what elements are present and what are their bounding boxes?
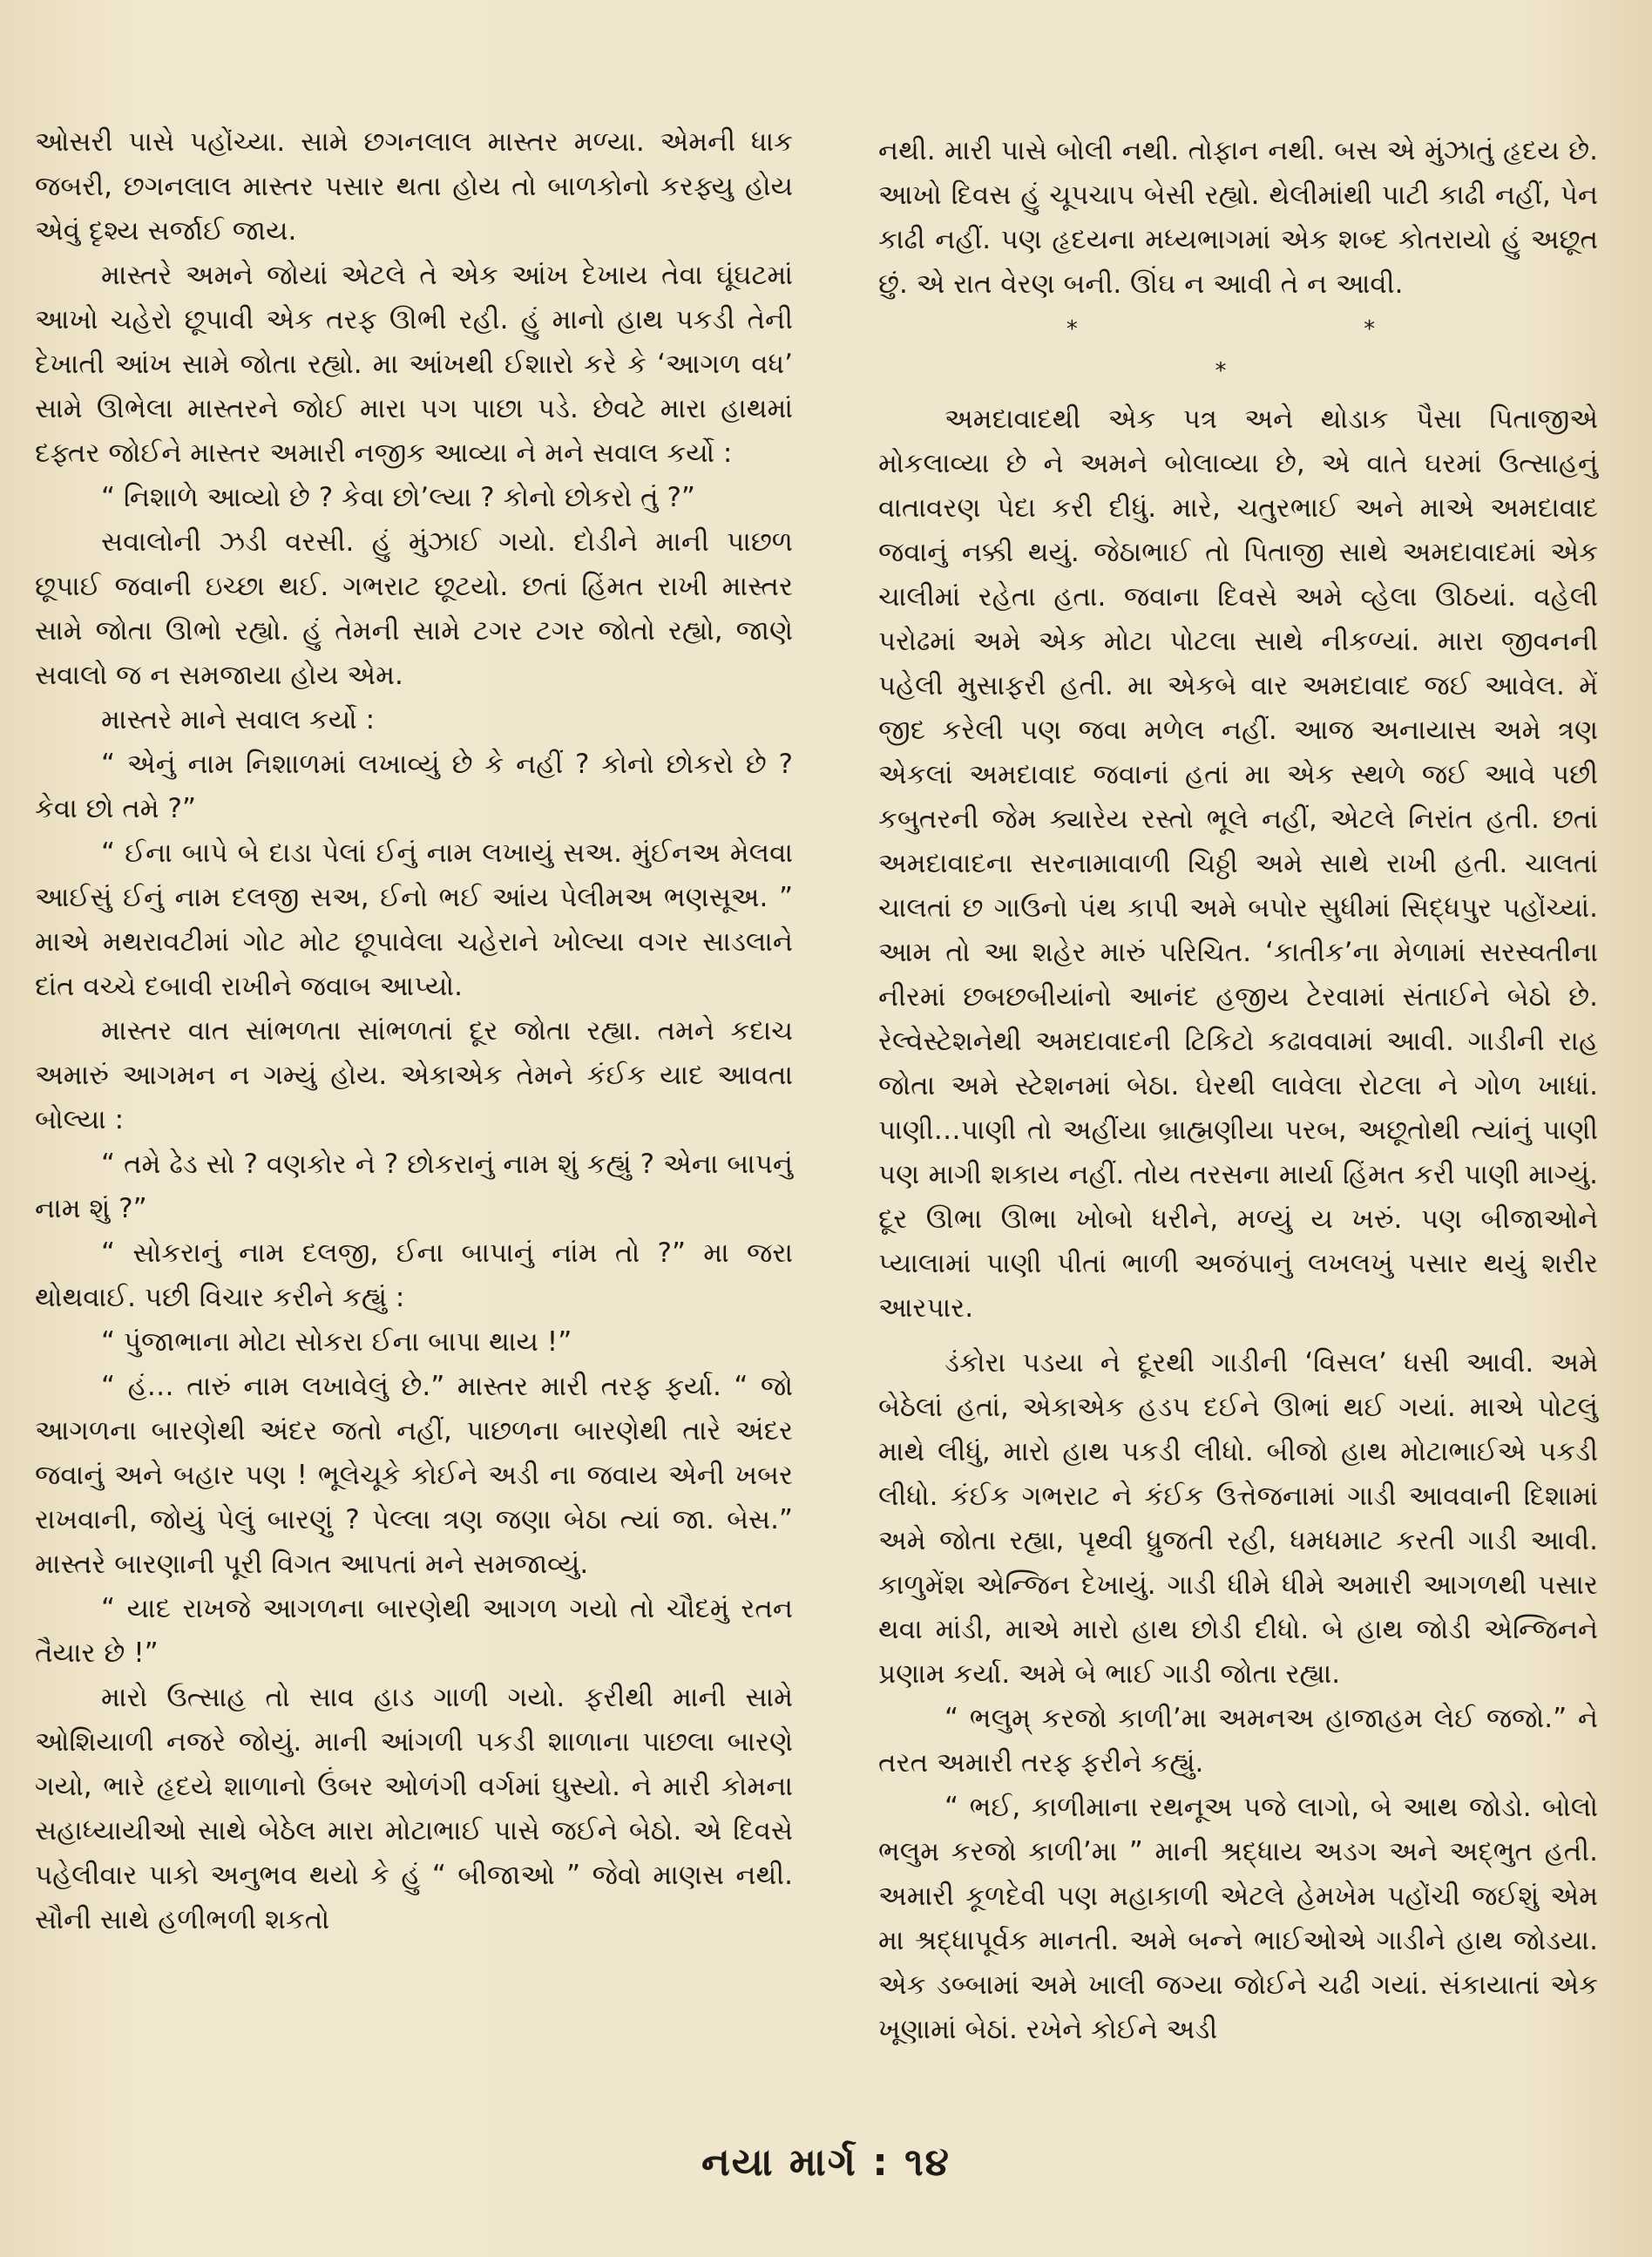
paragraph: માસ્તરે માને સવાલ કર્યો :	[101, 704, 376, 735]
left-column	[35, 120, 793, 1942]
dialogue-line: “ ભલુમ્ કરજો કાળી’મા અમનઅ હાજાહમ લેઈ જજો.” ને તરત અમારી તરફ ફરીને કહ્યું.	[878, 1703, 1598, 1779]
paragraph: માસ્તર વાત સાંભળતા સાંભળતાં દૂર જોતા રહ્યા. તમને કદાચ અમારું આગમન ન ગમ્યું હોય. એકાએક તેમને કંઈક યાદ આવતા બોલ્યા :	[35, 1015, 793, 1135]
right-column	[878, 129, 1598, 2052]
paragraph: ડંકોરા પડયા ને દૂરથી ગાડીની ‘વિસલ’ ધસી આવી. અમે બેઠેલાં હતાં, એકાએક હડપ દઈને ઊભાં થઈ ગયાં. માએ પોટલું માથે લીધું, મારો હાથ પકડી લીધો. બીજો હાથ મોટાભાઈએ પકડી લીધો. કંઈક ગભરાટ ને કંઈક ઉત્તેજનામાં ગાડી આવવાની દિશામાં અમે જોતા રહ્યા, પૃથ્વી ધ્રુજતી રહી, ધમધમાટ કરતી ગાડી આવી. કાળુમેંશ એન્જિન દેખાયું. ગાડી ધીમે ધીમે અમારી આગળથી પસાર થવા માંડી, માએ મારો હાથ છોડી દીધો. બે હાથ જોડી એન્જિનને પ્રણામ કર્યા. અમે બે ભાઈ ગાડી જોતા રહ્યા.	[878, 1347, 1598, 1690]
dialogue-line: “ પુંજાભાના મોટા સોકરા ઈના બાપા થાય !”	[101, 1326, 572, 1358]
paragraph: નથી. મારી પાસે બોલી નથી. તોફાન નથી. બસ એ મુંઝાતું હૃદય છે. આખો દિવસ હું ચૂપચાપ બેસી રહ્યો. થેલીમાંથી પાટી કાઢી નહીં, પેન કાઢી નહીં. પણ હૃદયના મધ્યભાગમાં એક શબ્દ કોતરાયો હું અછૂત છું. એ રાત વેરણ બની. ઊંઘ ન આવી તે ન આવી.	[878, 135, 1598, 300]
paragraph: “ ભઈ, કાળીમાના રથનૂઅ પજે લાગો, બે આથ જોડો. બોલો ભલુમ કરજો કાળી’મા ” માની શ્રદ્ધાય અડગ અને અદ્ભુત હતી. અમારી કૂળદેવી પણ મહાકાળી એટલે હેમખેમ પહોંચી જઈશું એમ મા શ્રદ્ધાપૂર્વક માનતી. અમે બન્ને ભાઈઓએ ગાડીને હાથ જોડયા. એક ડબ્બામાં અમે ખાલી જગ્યા જોઈને ચઢી ગયાં. સંકાયાતાં એક ખૂણામાં બેઠાં. રખેને કોઈને અડી	[878, 1792, 1598, 2045]
section-break: * * *	[1066, 316, 1515, 384]
dialogue-line: “ ઈના બાપે બે દાડા પેલાં ઈનું નામ લખાયું સઅ. મુંઈનઅ મેલવા આઈસું ઈનું નામ દલજી સઅ, ઈનો ભઈ આંય પેલીમઅ ભણસૂઅ. ” માએ મથરાવટીમાં ગોટ મોટ છૂપાવેલા ચહેરાને ખોલ્યા વગર સાડલાને દાંત વચ્ચે દબાવી રાખીને જવાબ આપ્યો.	[35, 837, 793, 1002]
dialogue-line: “ નિશાળે આવ્યો છે ? કેવા છો’લ્યા ? કોનો છોકરો તું ?”	[101, 482, 695, 513]
paragraph: માસ્તરે અમને જોયાં એટલે તે એક આંખ દેખાય તેવા ઘૂંઘટમાં આખો ચહેરો છૂપાવી એક તરફ ઊભી રહી. હું માનો હાથ પકડી તેની દેખાતી આંખ સામે જોતા રહ્યો. મા આંખથી ઈશારો કરે કે ‘આગળ વધ’ સામે ઊભેલા માસ્તરને જોઈ મારા પગ પાછા પડે. છેવટે મારા હાથમાં દફ્તર જોઈને માસ્તર અમારી નજીક આવ્યા ને મને સવાલ કર્યો :	[35, 260, 793, 469]
paragraph: ઓસરી પાસે પહોંચ્યા. સામે છગનલાલ માસ્તર મળ્યા. એમની ધાક જબરી, છગનલાલ માસ્તર પસાર થતા હોય તો બાળકોનો કરફ્યુ હોય એવું દૃશ્ય સર્જાઈ જાય.	[35, 126, 793, 247]
dialogue-line: “ સોકરાનું નામ દલજી, ઈના બાપાનું નાંમ તો ?” મા જરા થોથવાઈ. પછી વિચાર કરીને કહ્યું :	[35, 1237, 793, 1313]
page-footer: નયા માર્ગ : ૧૪	[701, 2140, 951, 2185]
paragraph: સવાલોની ઝડી વરસી. હું મુંઝાઈ ગયો. દોડીને માની પાછળ છૂપાઈ જવાની ઇચ્છા થઈ. ગભરાટ છૂટયો. છતાં હિંમત રાખી માસ્તર સામે જોતા ઊભો રહ્યો. હું તેમની સામે ટગર ટગર જોતો રહ્યો, જાણે સવાલો જ ન સમજાયા હોય એમ.	[35, 526, 793, 691]
dialogue-line: “ તમે ઢેડ સો ? વણકોર ને ? છોકરાનું નામ શું કહ્યું ? એના બાપનું નામ શું ?”	[35, 1149, 793, 1224]
paragraph: મારો ઉત્સાહ તો સાવ હાડ ગાળી ગયો. ફરીથી માની સામે ઓશિયાળી નજરે જોયું. માની આંગળી પકડી શાળાના પાછલા બારણે ગયો, ભારે હૃદયે શાળાનો ઉંબર ઓળંગી વર્ગમાં ઘુસ્યો. ને મારી કોમના સહાધ્યાયીઓ સાથે બેઠેલ મારા મોટાભાઈ પાસે જઈને બેઠો. એ દિવસે પહેલીવાર પાકો અનુભવ થયો કે હું “ બીજાઓ ” જેવો માણસ નથી. સૌની સાથે હળીભળી શકતો	[35, 1682, 793, 1935]
dialogue-line: “ એનું નામ નિશાળમાં લખાવ્યું છે કે નહીં ? કોનો છોકરો છે ? કેવા છો તમે ?”	[35, 749, 793, 824]
dialogue-line: “ હં… તારું નામ લખાવેલું છે.” માસ્તર મારી તરફ ફર્યા. “ જો આગળના બારણેથી અંદર જતો નહીં, પાછળના બારણેથી તારે અંદર જવાનું અને બહાર પણ ! ભૂલેચૂકે કોઈને અડી ના જવાય એની ખબર રાખવાની, જોયું પેલું બારણું ? પેલ્લા ત્રણ જણા બેઠા ત્યાં જા. બેસ.” માસ્તરે બારણાની પૂરી વિગત આપતાં મને સમજાવ્યું.	[35, 1371, 793, 1580]
dialogue-line: “ યાદ રાખજે આગળના બારણેથી આગળ ગયો તો ચૌદમું રતન તૈયાર છે !”	[35, 1593, 793, 1669]
paragraph: અમદાવાદથી એક પત્ર અને થોડાક પૈસા પિતાજીએ મોકલાવ્યા છે ને અમને બોલાવ્યા છે, એ વાતે ઘરમાં ઉત્સાહનું વાતાવરણ પેદા કરી દીધું. મારે, ચતુરભાઈ અને માએ અમદાવાદ જવાનું નક્કી થયું. જેઠાભાઈ તો પિતાજી સાથે અમદાવાદમાં એક ચાલીમાં રહેતા હતા. જવાના દિવસે અમે વ્હેલા ઊઠયાં. વહેલી પરોઢમાં અમે એક મોટા પોટલા સાથે નીકળ્યાં. મારા જીવનની પહેલી મુસાફરી હતી. મા એકબે વાર અમદાવાદ જઈ આવેલ. મેં જીદ કરેલી પણ જવા મળેલ નહીં. આજ અનાયાસ અમે ત્રણ એકલાં અમદાવાદ જવાનાં હતાં મા એક સ્થળે જઈ આવે પછી કબુતરની જેમ ક્યારેય રસ્તો ભૂલે નહીં, એટલે નિરાંત હતી. છતાં અમદાવાદના સરનામાવાળી ચિઠ્ઠી અમે સાથે રાખી હતી. ચાલતાં ચાલતાં છ ગાઉનો પંથ કાપી અમે બપોર સુધીમાં સિદ્ધપુર પહોંચ્યાં. આમ તો આ શહેર મારું પરિચિત. ‘કાતીક’ના મેળામાં સરસ્વતીના નીરમાં છબછબીયાંનો આનંદ હજીય ટેરવામાં સંતાઈને બેઠો છે. રેલ્વેસ્ટેશનેથી અમદાવાદની ટિકિટો કઢાવવામાં આવી. ગાડીની રાહ જોતા અમે સ્ટેશનમાં બેઠા. ઘેરથી લાવેલા રોટલા ને ગોળ ખાધાં. પાણી…પાણી તો અહીંયા બ્રાહ્મણીયા પરબ, અછૂતોથી ત્યાંનું પાણી પણ માગી શકાય નહીં. તોય તરસના માર્યા હિંમત કરી પાણી માગ્યું. દૂર ઊભા ઊભા ખોબો ધરીને, મળ્યું ય ખરું. પણ બીજાઓને પ્યાલામાં પાણી પીતાં ભાળી અજંપાનું લખલખું પસાર થયું શરીર આરપાર.	[878, 403, 1598, 1324]
